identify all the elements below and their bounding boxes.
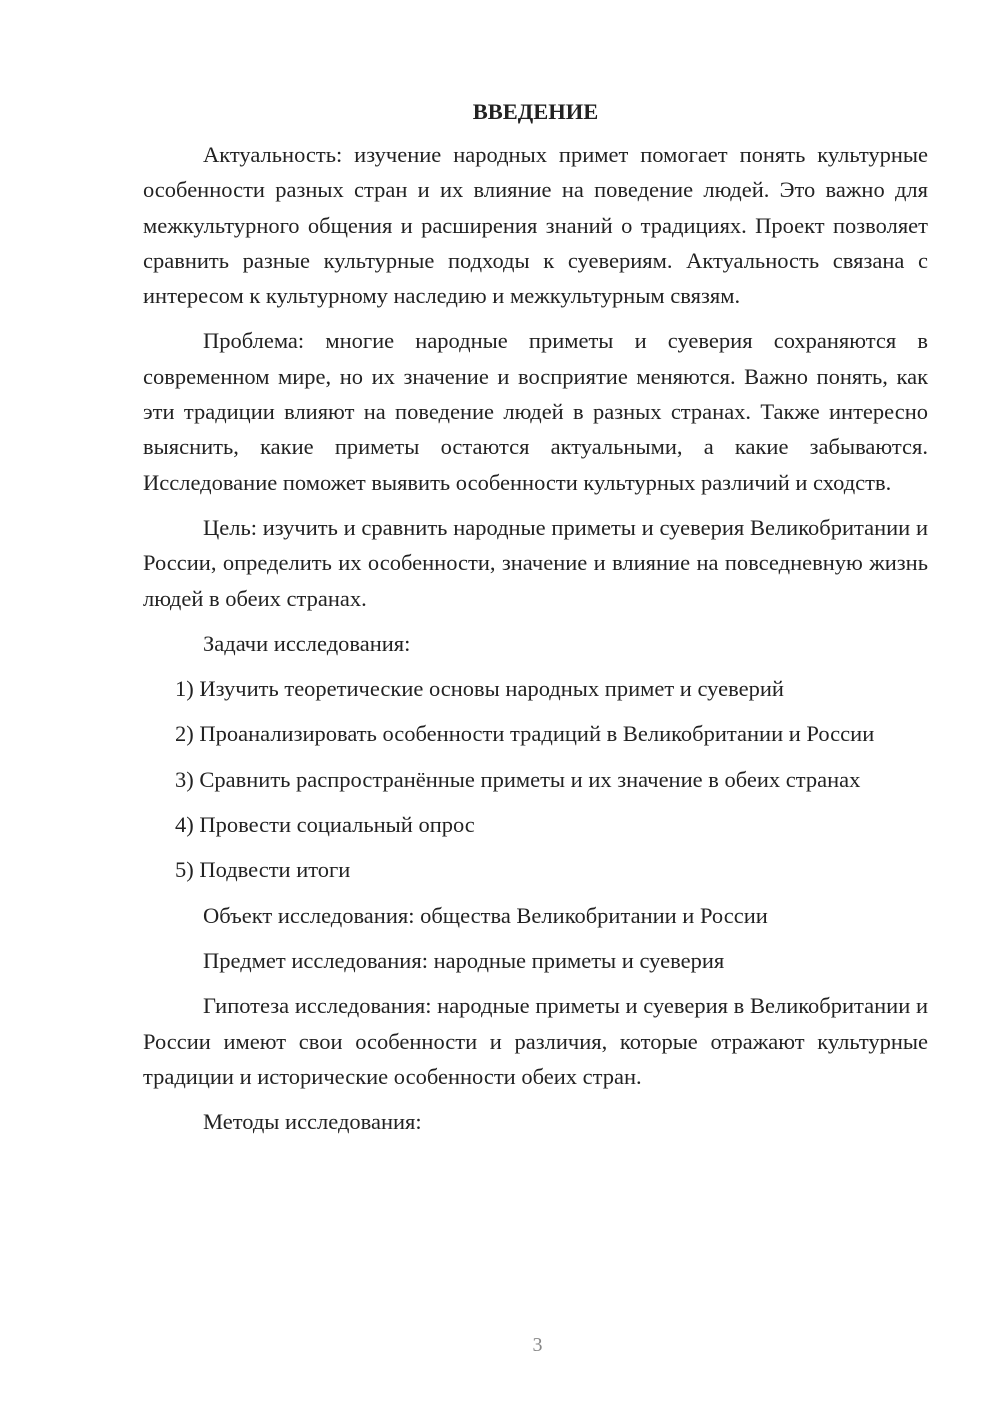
list-item: 2) Проанализировать особенности традиций в Великобритании и России — [175, 721, 875, 747]
hypothesis-paragraph: Гипотеза исследования: народные приметы и суеверия в Великобритании и России имеют свои особенности и различия, которые отражают культурные традиции и исторические особенности обеих стран. — [143, 993, 928, 1089]
page-number: 3 — [532, 1334, 543, 1356]
document-body — [143, 94, 928, 1149]
page-title: ВВЕДЕНИЕ — [472, 99, 599, 124]
relevance-paragraph: Актуальность: изучение народных примет помогает понять культурные особенности разных стран и их влияние на поведение людей. Это важно для межкультурного общения и расширения знаний о традициях. Проект позволяет сравнить разные культурные подходы к суевериям. Актуальность связана с интересом к культурному наследию и межкультурным связям. — [143, 142, 928, 309]
object-paragraph: Объект исследования: общества Великобритании и России — [203, 902, 768, 928]
methods-heading: Методы исследования: — [203, 1109, 422, 1135]
subject-paragraph: Предмет исследования: народные приметы и суеверия — [203, 947, 725, 973]
list-item: 3) Сравнить распространённые приметы и их значение в обеих странах — [175, 766, 861, 792]
tasks-list — [143, 671, 928, 887]
list-item: 5) Подвести итоги — [175, 857, 351, 883]
problem-paragraph: Проблема: многие народные приметы и суеверия сохраняются в современном мире, но их значение и восприятие меняются. Важно понять, как эти традиции влияют на поведение людей в разных странах. Также интересно выяснить, какие приметы остаются актуальными, а какие забываются. Исследование поможет выявить особенности культурных различий и сходств. — [143, 328, 928, 495]
tasks-heading: Задачи исследования: — [203, 630, 411, 656]
goal-paragraph: Цель: изучить и сравнить народные приметы и суеверия Великобритании и России, определить их особенности, значение и влияние на повседневную жизнь людей в обеих странах. — [143, 514, 928, 611]
list-item: 4) Провести социальный опрос — [175, 812, 475, 838]
list-item: 1) Изучить теоретические основы народных примет и суеверий — [175, 676, 784, 702]
